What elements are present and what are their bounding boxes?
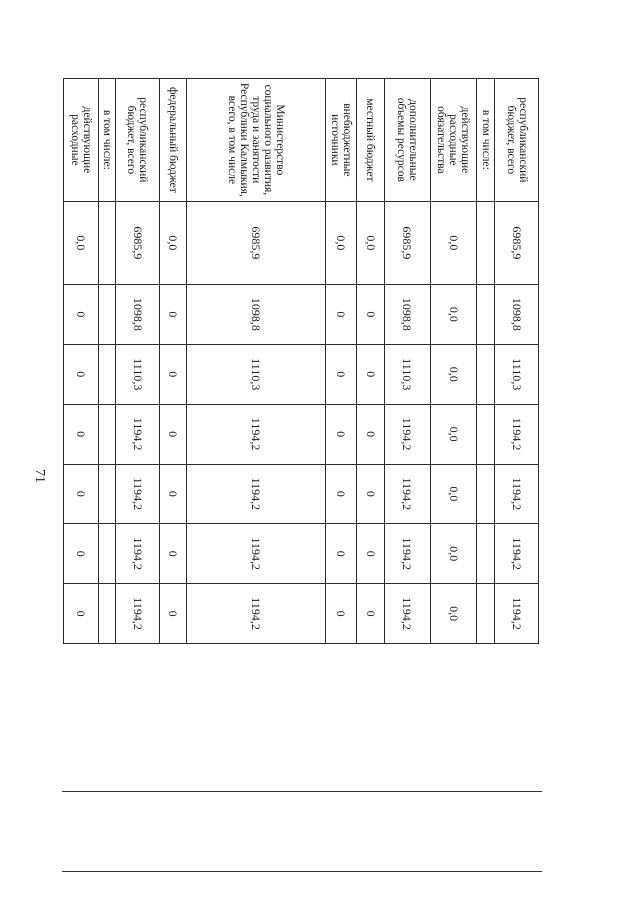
table-row	[64, 79, 99, 644]
year-cell	[98, 285, 115, 345]
year-cell: 1194,2	[495, 404, 539, 464]
year-cell: 1194,2	[115, 404, 159, 464]
year-cell: 0	[325, 285, 356, 345]
year-cell: 1194,2	[187, 404, 325, 464]
year-cell	[476, 584, 494, 644]
year-cell: 1110,3	[495, 344, 539, 404]
total-cell: 0,0	[356, 201, 384, 284]
year-cell: 1194,2	[115, 464, 159, 524]
row-label: федеральный бюджет	[159, 79, 187, 202]
year-cell: 0	[325, 524, 356, 584]
table-row	[476, 79, 494, 644]
row-label: республиканский бюджет, всего	[115, 79, 159, 202]
table-row	[159, 79, 187, 644]
footer-rule	[62, 871, 542, 872]
year-cell: 0	[325, 464, 356, 524]
page-number: 71	[32, 469, 47, 483]
year-cell: 0	[159, 285, 187, 345]
year-cell	[98, 404, 115, 464]
year-cell: 1194,2	[495, 584, 539, 644]
year-cell: 0	[64, 344, 99, 404]
year-cell: 1194,2	[384, 524, 430, 584]
total-cell: 6985,9	[187, 201, 325, 284]
table-row	[98, 79, 115, 644]
year-cell	[98, 344, 115, 404]
year-cell: 0	[356, 464, 384, 524]
row-label: в том числе:	[476, 79, 494, 202]
year-cell: 0	[64, 404, 99, 464]
total-cell: 6985,9	[495, 201, 539, 284]
row-label: действующие расходные	[64, 79, 99, 202]
year-cell: 1194,2	[187, 524, 325, 584]
year-cell: 0	[64, 285, 99, 345]
total-cell: 0,0	[325, 201, 356, 284]
row-label: республиканский бюджет, всего	[495, 79, 539, 202]
year-cell: 0,0	[430, 404, 476, 464]
year-cell: 0	[356, 584, 384, 644]
year-cell	[476, 524, 494, 584]
year-cell: 1194,2	[187, 584, 325, 644]
total-cell: 0,0	[64, 201, 99, 284]
year-cell: 0	[159, 404, 187, 464]
total-cell: 6985,9	[384, 201, 430, 284]
financing-table	[63, 78, 539, 644]
year-cell: 1194,2	[495, 524, 539, 584]
year-cell: 1194,2	[115, 584, 159, 644]
total-cell: 0,0	[430, 201, 476, 284]
table-row	[384, 79, 430, 644]
year-cell	[476, 464, 494, 524]
year-cell: 0,0	[430, 285, 476, 345]
row-label: внебюджетные источники	[325, 79, 356, 202]
year-cell: 1110,3	[187, 344, 325, 404]
total-cell: 0,0	[159, 201, 187, 284]
table-row	[325, 79, 356, 644]
year-cell: 1194,2	[384, 404, 430, 464]
total-cell: 6985,9	[115, 201, 159, 284]
year-cell	[98, 524, 115, 584]
year-cell: 0,0	[430, 344, 476, 404]
financing-table-frame	[63, 78, 539, 644]
total-cell	[98, 201, 115, 284]
year-cell: 1098,8	[384, 285, 430, 345]
year-cell	[476, 344, 494, 404]
footer-rule	[62, 791, 542, 792]
year-cell	[98, 464, 115, 524]
table-row	[115, 79, 159, 644]
year-cell: 0	[356, 524, 384, 584]
year-cell: 0	[325, 344, 356, 404]
year-cell: 1194,2	[187, 464, 325, 524]
row-label: местный бюджет	[356, 79, 384, 202]
row-label: дополнительные объемы ресурсов	[384, 79, 430, 202]
year-cell: 1098,8	[495, 285, 539, 345]
year-cell: 0	[356, 344, 384, 404]
year-cell: 1194,2	[384, 584, 430, 644]
year-cell: 0,0	[430, 524, 476, 584]
year-cell	[476, 285, 494, 345]
year-cell: 0	[64, 584, 99, 644]
year-cell: 0	[159, 344, 187, 404]
year-cell: 1098,8	[115, 285, 159, 345]
year-cell: 1194,2	[115, 524, 159, 584]
year-cell: 1110,3	[384, 344, 430, 404]
row-label: Министерство социального развития, труда и занятости Республики Калмыкия, всего, в том числе	[187, 79, 325, 202]
year-cell: 0	[356, 404, 384, 464]
row-label: в том числе:	[98, 79, 115, 202]
table-row	[187, 79, 325, 644]
table-row	[356, 79, 384, 644]
table-row	[430, 79, 476, 644]
year-cell: 0	[159, 524, 187, 584]
year-cell: 0	[64, 524, 99, 584]
year-cell: 0,0	[430, 584, 476, 644]
year-cell: 0	[64, 464, 99, 524]
year-cell: 0	[325, 584, 356, 644]
year-cell: 0	[325, 404, 356, 464]
year-cell: 1098,8	[187, 285, 325, 345]
year-cell: 1194,2	[384, 464, 430, 524]
year-cell: 0,0	[430, 464, 476, 524]
total-cell	[476, 201, 494, 284]
year-cell: 0	[159, 464, 187, 524]
year-cell	[476, 404, 494, 464]
year-cell	[98, 584, 115, 644]
year-cell: 1110,3	[115, 344, 159, 404]
year-cell: 1194,2	[495, 464, 539, 524]
row-label: действующие расходные обязательства	[430, 79, 476, 202]
year-cell: 0	[356, 285, 384, 345]
year-cell: 0	[159, 584, 187, 644]
table-row	[495, 79, 539, 644]
